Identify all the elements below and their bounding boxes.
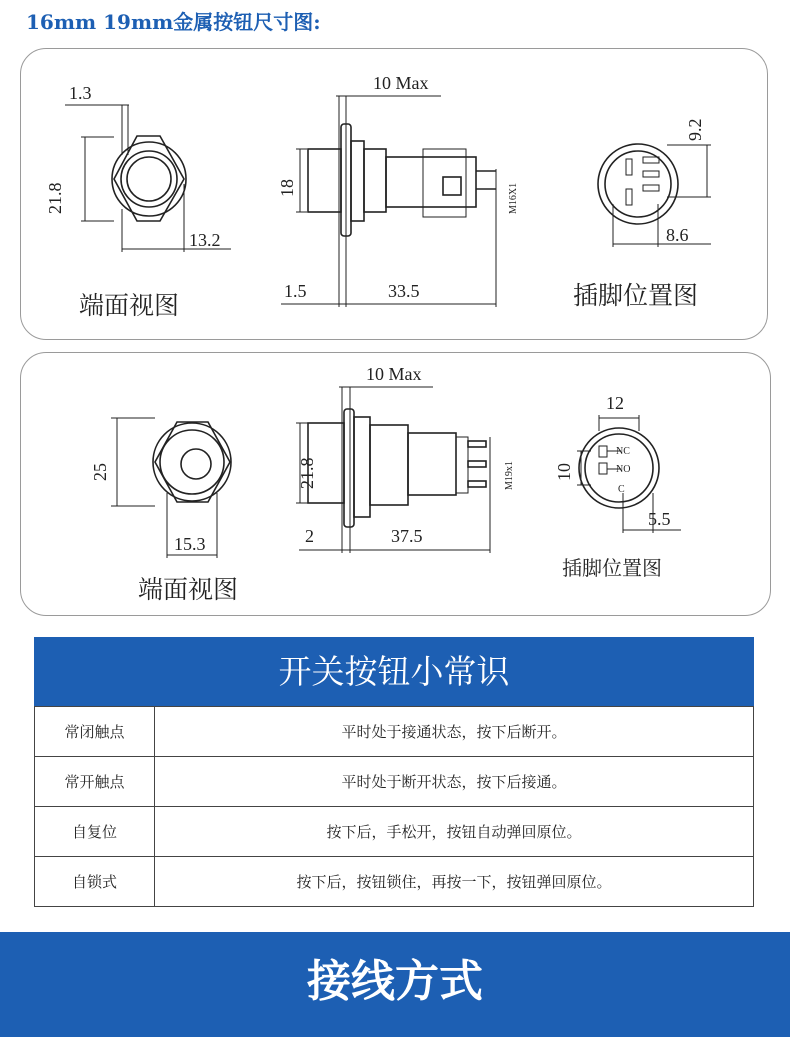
row-desc: 平时处于接通状态，按下后断开。 (155, 707, 754, 757)
pin-view-caption: 插脚位置图 (573, 281, 699, 310)
dim-18: 18 (277, 179, 297, 197)
table-row (35, 757, 754, 807)
row-term: 自复位 (35, 807, 155, 857)
dim-10: 10 (554, 463, 574, 481)
diagram-panel-16mm (20, 48, 768, 340)
knowledge-table (34, 637, 754, 907)
dim-37-5: 37.5 (391, 526, 423, 546)
pin-label-nc: NC (616, 446, 630, 457)
row-desc: 按下后，按钮锁住，再按一下，按钮弹回原位。 (155, 857, 754, 907)
table-row (35, 857, 754, 907)
dim-1-3: 1.3 (69, 83, 92, 103)
front-view-caption: 端面视图 (79, 291, 180, 320)
dim-5-5: 5.5 (648, 509, 671, 529)
diagram-panel-19mm (20, 352, 771, 616)
dim-10-max: 10 Max (373, 73, 429, 93)
page-heading: 16mm 19mm金属按钮尺寸图: (26, 10, 321, 34)
dim-9-2: 9.2 (685, 118, 705, 141)
row-term: 自锁式 (35, 857, 155, 907)
dim-2: 2 (305, 526, 314, 546)
dim-33-5: 33.5 (388, 281, 420, 301)
table-title: 开关按钮小常识 (34, 637, 754, 706)
drawing-19mm (21, 353, 770, 615)
side-view-16mm (281, 96, 496, 307)
front-view-caption-19: 端面视图 (138, 575, 239, 604)
table-row (35, 707, 754, 757)
dim-12: 12 (606, 393, 624, 413)
table-row (35, 807, 754, 857)
row-desc: 按下后，手松开，按钮自动弹回原位。 (155, 807, 754, 857)
pin-view-16mm (598, 144, 711, 247)
front-view-19mm (111, 418, 231, 558)
row-term: 常开触点 (35, 757, 155, 807)
info-table (34, 706, 754, 907)
wiring-section-banner: 接线方式 (0, 932, 790, 1037)
row-term: 常闭触点 (35, 707, 155, 757)
row-desc: 平时处于断开状态，按下后接通。 (155, 757, 754, 807)
pin-view-caption-19: 插脚位置图 (562, 556, 662, 580)
thread-label-m16: M16X1 (508, 182, 519, 214)
pin-label-c: C (618, 484, 625, 495)
drawing-16mm (21, 49, 767, 339)
dim-10-max-19: 10 Max (366, 364, 422, 384)
dim-8-6: 8.6 (666, 225, 689, 245)
dim-21-8-side: 21.8 (297, 457, 317, 489)
pin-label-no: NO (616, 464, 631, 475)
dim-21-8: 21.8 (45, 182, 65, 214)
thread-label-m19: M19x1 (504, 461, 515, 490)
dim-13-2: 13.2 (189, 230, 221, 250)
dim-1-5: 1.5 (284, 281, 307, 301)
dim-25: 25 (90, 463, 110, 481)
dim-15-3: 15.3 (174, 534, 206, 554)
